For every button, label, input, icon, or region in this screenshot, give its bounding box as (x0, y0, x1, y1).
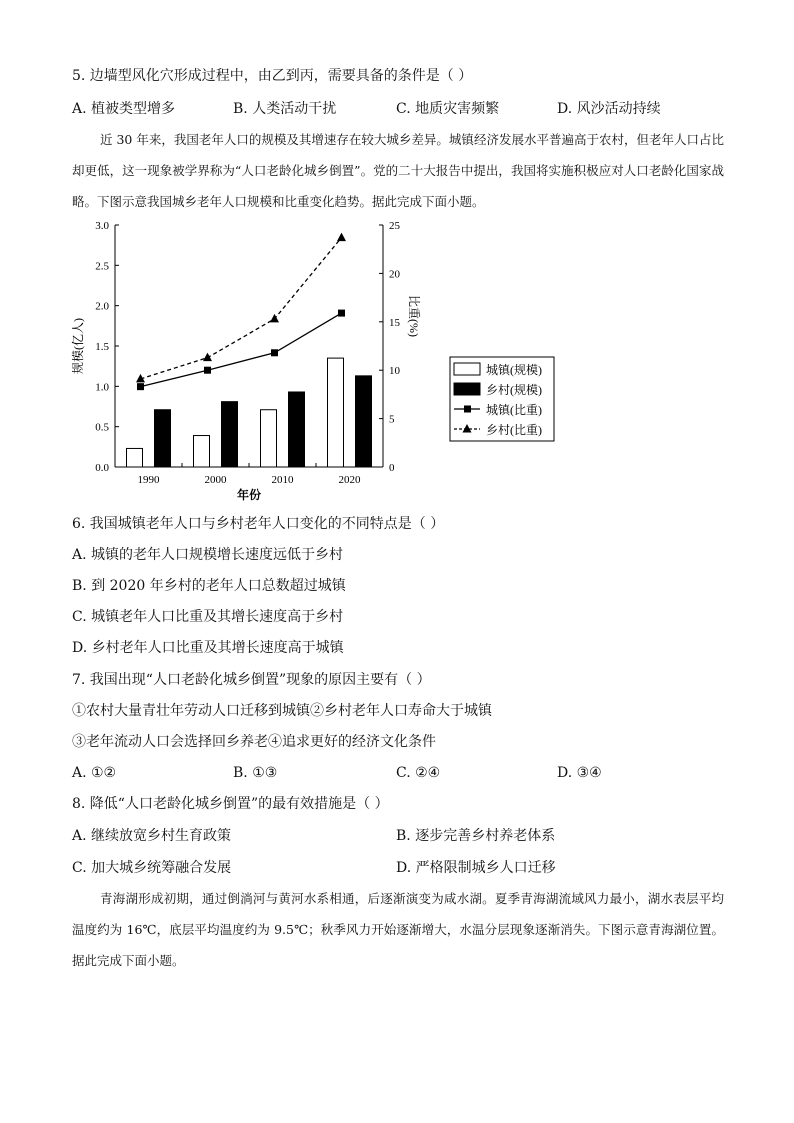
bar-urban-scale (127, 448, 143, 467)
bar-rural-scale (356, 376, 372, 467)
legend-label: 城镇(规模) (486, 363, 542, 377)
bar-rural-scale (289, 392, 305, 467)
point-rural-ratio (203, 353, 212, 362)
q6-option-d[interactable]: D. 乡村老年人口比重及其增长速度高于城镇 (72, 640, 344, 656)
q8-option-c[interactable]: C. 加大城乡统筹融合发展 (72, 860, 232, 876)
line-urban-ratio (141, 313, 342, 387)
legend-swatch-urban-scale (454, 363, 480, 375)
y-tick-label: 2.5 (95, 260, 109, 273)
point-urban-ratio (338, 310, 345, 317)
y2-tick-label: 10 (389, 365, 400, 378)
bar-rural-scale (155, 410, 171, 467)
q8-option-d[interactable]: D. 严格限制城乡人口迁移 (396, 860, 556, 876)
q7-option-a[interactable]: A. ①② (72, 765, 117, 781)
y2-tick-label: 0 (389, 462, 395, 474)
x-tick-label: 2020 (338, 474, 361, 486)
line-rural-ratio (141, 238, 342, 379)
q5-option-c[interactable]: C. 地质灾害频繁 (396, 101, 500, 117)
q6-option-c[interactable]: C. 城镇老年人口比重及其增长速度高于乡村 (72, 609, 344, 625)
y2-tick-label: 15 (389, 316, 400, 329)
x-axis-title: 年份 (236, 488, 262, 502)
q5-option-b[interactable]: B. 人类活动干扰 (233, 101, 337, 117)
y-tick-label: 2.0 (95, 300, 109, 313)
x-tick-label: 1990 (137, 474, 160, 486)
y2-tick-label: 25 (389, 220, 400, 232)
y-tick-label: 0.0 (95, 462, 109, 474)
q7-option-c[interactable]: C. ②④ (396, 765, 441, 781)
legend-marker (464, 406, 471, 413)
q7-statements-1: ①农村大量青壮年劳动人口迁移到城镇②乡村老年人口寿命大于城镇 (72, 703, 492, 719)
q6-option-b[interactable]: B. 到 2020 年乡村的老年人口总数超过城镇 (72, 578, 346, 594)
passage-aging: 近 30 年来，我国老年人口的规模及其增速存在较大城乡差异。城镇经济发展水平普遍高于农村，但老年人口占比却更低，这一现象被学界称为“人口老龄化城乡倒置”。党的二十大报告中提出，我国将实施积极应对人口老龄化国家战略。下图示意我国城乡老年人口规模和比重变化趋势。据此完成下面小题。 (72, 132, 724, 209)
q8-option-a[interactable]: A. 继续放宽乡村生育政策 (72, 828, 232, 844)
q8-stem: 8. 降低“人口老龄化城乡倒置”的最有效措施是（ ） (72, 796, 389, 812)
y-tick-label: 1.5 (95, 341, 109, 353)
y2-tick-label: 20 (389, 268, 400, 281)
point-rural-ratio (337, 233, 346, 242)
y-axis-title: 规模(亿人) (71, 318, 85, 374)
y2-tick-label: 5 (389, 413, 395, 426)
legend-label: 乡村(比重) (486, 423, 542, 437)
q7-stem: 7. 我国出现“人口老龄化城乡倒置”现象的原因主要有（ ） (72, 672, 431, 688)
bar-urban-scale (194, 436, 210, 467)
q7-option-b[interactable]: B. ①③ (233, 765, 278, 781)
q7-option-d[interactable]: D. ③④ (557, 765, 602, 781)
point-urban-ratio (137, 383, 144, 390)
bar-rural-scale (222, 402, 238, 467)
bar-urban-scale (261, 410, 277, 467)
point-rural-ratio (270, 314, 279, 323)
legend-label: 城镇(比重) (486, 403, 542, 417)
passage-qinghai-lake: 青海湖形成初期，通过倒淌河与黄河水系相通，后逐渐演变为咸水湖。夏季青海湖流域风力最小，湖水表层平均温度约为 16℃，底层平均温度约为 9.5℃；秋季风力开始逐渐增大，水温分层现象逐渐消失。下图示意青海湖位置。据此完成下面小题。 (72, 891, 724, 968)
y-tick-label: 1.0 (95, 381, 109, 394)
bar-urban-scale (328, 358, 344, 467)
y-tick-label: 0.5 (95, 421, 109, 434)
x-tick-label: 2010 (271, 474, 294, 486)
q6-option-a[interactable]: A. 城镇的老年人口规模增长速度远低于乡村 (72, 547, 344, 563)
q5-stem: 5. 边墙型风化穴形成过程中，由乙到丙，需要具备的条件是（ ） (72, 68, 473, 84)
point-urban-ratio (204, 367, 211, 374)
legend-label: 乡村(规模) (486, 383, 542, 397)
x-tick-label: 2000 (204, 474, 227, 486)
aging-chart (60, 215, 580, 510)
y-tick-label: 3.0 (95, 220, 109, 232)
legend-swatch-rural-scale (454, 383, 480, 395)
q7-statements-2: ③老年流动人口会选择回乡养老④追求更好的经济文化条件 (72, 734, 436, 750)
q5-option-a[interactable]: A. 植被类型增多 (72, 101, 176, 117)
y2-axis-title: 比重(%) (407, 295, 421, 337)
q5-option-d[interactable]: D. 风沙活动持续 (557, 101, 661, 117)
q8-option-b[interactable]: B. 逐步完善乡村养老体系 (396, 828, 556, 844)
q6-stem: 6. 我国城镇老年人口与乡村老年人口变化的不同特点是（ ） (72, 516, 445, 532)
point-urban-ratio (271, 349, 278, 356)
